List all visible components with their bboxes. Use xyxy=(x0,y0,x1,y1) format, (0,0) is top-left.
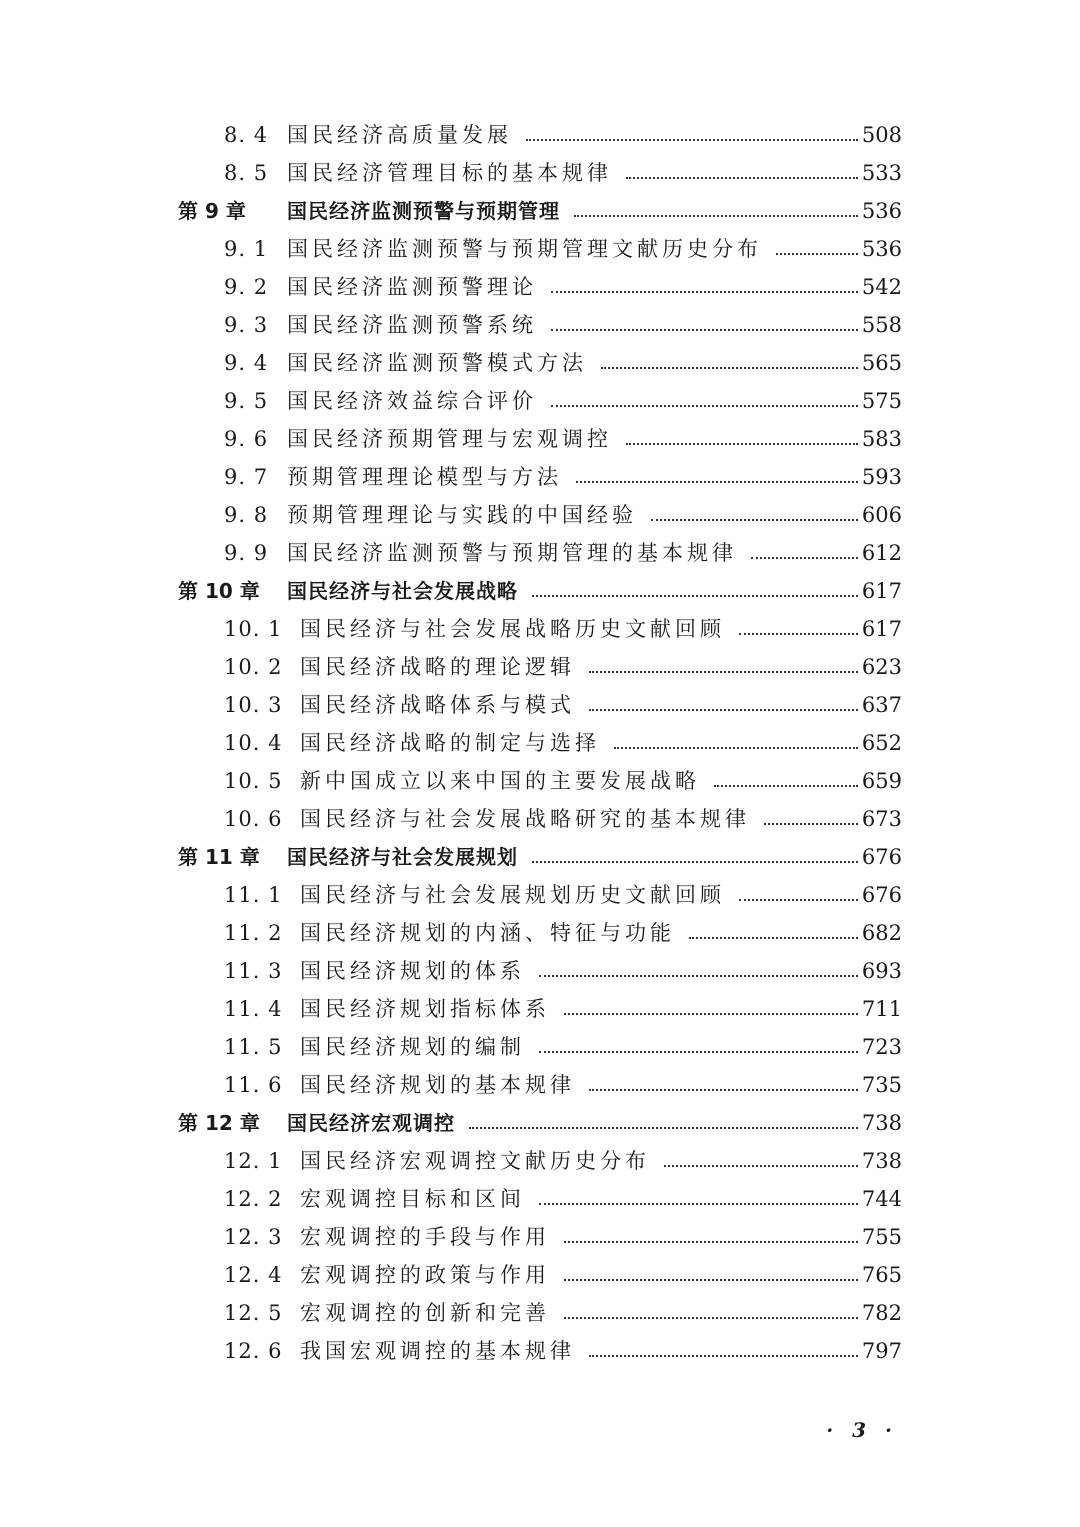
toc-section-row xyxy=(0,990,1080,1028)
page-ref: 533 xyxy=(861,161,902,185)
dot-leader xyxy=(589,671,858,673)
section-title: 新中国成立以来中国的主要发展战略 xyxy=(300,769,700,793)
toc-section-row xyxy=(0,724,1080,762)
toc-section-row xyxy=(0,1028,1080,1066)
section-number: 10. 2 xyxy=(224,655,283,679)
dot-leader xyxy=(626,443,858,445)
section-title: 国民经济监测预警理论 xyxy=(287,275,537,299)
section-title: 国民经济规划的基本规律 xyxy=(300,1073,575,1097)
dot-leader xyxy=(574,215,858,217)
page-ref: 659 xyxy=(861,769,902,793)
toc-section-row xyxy=(0,1180,1080,1218)
dot-leader xyxy=(564,1013,858,1015)
page-ref: 735 xyxy=(861,1073,902,1097)
page-ref: 536 xyxy=(861,237,902,261)
page-ref: 782 xyxy=(861,1301,902,1325)
dot-leader xyxy=(764,823,858,825)
dot-leader xyxy=(551,329,858,331)
section-title: 国民经济与社会发展战略历史文献回顾 xyxy=(300,617,725,641)
page-ref: 693 xyxy=(861,959,902,983)
dot-leader xyxy=(526,139,858,141)
page-ref: 565 xyxy=(861,351,902,375)
page-ref: 652 xyxy=(861,731,902,755)
section-title: 国民经济战略的制定与选择 xyxy=(300,731,600,755)
page-ref: 606 xyxy=(861,503,902,527)
page-ref: 583 xyxy=(861,427,902,451)
section-title: 国民经济高质量发展 xyxy=(287,123,512,147)
section-title: 国民经济与社会发展规划历史文献回顾 xyxy=(300,883,725,907)
toc-section-row xyxy=(0,230,1080,268)
toc-section-row xyxy=(0,800,1080,838)
dot-leader xyxy=(539,1203,858,1205)
section-number: 12. 4 xyxy=(224,1263,283,1287)
section-title: 预期管理理论与实践的中国经验 xyxy=(287,503,637,527)
toc-section-row xyxy=(0,344,1080,382)
page-ref: 711 xyxy=(861,997,902,1021)
page-ref: 617 xyxy=(861,579,902,603)
chapter-number: 第 9 章 xyxy=(178,199,246,223)
section-title: 国民经济监测预警与预期管理文献历史分布 xyxy=(287,237,762,261)
section-number: 9. 8 xyxy=(224,503,269,527)
section-number: 11. 5 xyxy=(224,1035,283,1059)
page-ref: 612 xyxy=(861,541,902,565)
dot-leader xyxy=(751,557,858,559)
toc-section-row xyxy=(0,686,1080,724)
section-number: 11. 1 xyxy=(224,883,283,907)
section-number: 11. 4 xyxy=(224,997,283,1021)
toc-section-row xyxy=(0,610,1080,648)
chapter-title: 国民经济宏观调控 xyxy=(287,1111,455,1135)
section-title: 我国宏观调控的基本规律 xyxy=(300,1339,575,1363)
section-number: 10. 3 xyxy=(224,693,283,717)
dot-leader xyxy=(532,861,858,863)
page-ref: 558 xyxy=(861,313,902,337)
page-ref: 508 xyxy=(861,123,902,147)
toc-section-row xyxy=(0,1256,1080,1294)
section-number: 9. 7 xyxy=(224,465,269,489)
toc-chapter-row xyxy=(0,192,1080,230)
toc-section-row xyxy=(0,648,1080,686)
page-ref: 536 xyxy=(861,199,902,223)
page-ref: 542 xyxy=(861,275,902,299)
section-number: 12. 2 xyxy=(224,1187,283,1211)
chapter-title: 国民经济与社会发展战略 xyxy=(287,579,518,603)
section-title: 国民经济规划的内涵、特征与功能 xyxy=(300,921,675,945)
dot-leader xyxy=(651,519,858,521)
dot-leader xyxy=(739,633,858,635)
page-ref: 744 xyxy=(861,1187,902,1211)
page-ref: 593 xyxy=(861,465,902,489)
page-ref: 797 xyxy=(861,1339,902,1363)
section-number: 9. 9 xyxy=(224,541,269,565)
chapter-title: 国民经济与社会发展规划 xyxy=(287,845,518,869)
toc-chapter-row xyxy=(0,572,1080,610)
toc-section-row xyxy=(0,1066,1080,1104)
section-number: 9. 2 xyxy=(224,275,269,299)
dot-leader xyxy=(551,405,858,407)
toc-section-row xyxy=(0,458,1080,496)
section-number: 9. 1 xyxy=(224,237,269,261)
dot-leader xyxy=(614,747,858,749)
section-title: 国民经济管理目标的基本规律 xyxy=(287,161,612,185)
dot-leader xyxy=(589,1355,858,1357)
page-ref: 676 xyxy=(861,883,902,907)
section-title: 宏观调控的创新和完善 xyxy=(300,1301,550,1325)
section-title: 国民经济战略体系与模式 xyxy=(300,693,575,717)
dot-leader xyxy=(664,1165,858,1167)
section-number: 9. 6 xyxy=(224,427,269,451)
dot-leader xyxy=(564,1279,858,1281)
dot-leader xyxy=(564,1317,858,1319)
table-of-contents xyxy=(0,116,1080,1370)
section-title: 国民经济预期管理与宏观调控 xyxy=(287,427,612,451)
section-title: 国民经济宏观调控文献历史分布 xyxy=(300,1149,650,1173)
section-title: 国民经济监测预警与预期管理的基本规律 xyxy=(287,541,737,565)
section-number: 8. 5 xyxy=(224,161,269,185)
chapter-number: 第 11 章 xyxy=(178,845,260,869)
page-ref: 673 xyxy=(861,807,902,831)
dot-leader xyxy=(539,1051,858,1053)
dot-leader xyxy=(576,481,858,483)
section-number: 9. 4 xyxy=(224,351,269,375)
page-ref: 617 xyxy=(861,617,902,641)
toc-chapter-row xyxy=(0,1104,1080,1142)
toc-section-row xyxy=(0,420,1080,458)
section-number: 10. 6 xyxy=(224,807,283,831)
section-title: 宏观调控的政策与作用 xyxy=(300,1263,550,1287)
dot-leader xyxy=(589,709,858,711)
section-title: 国民经济与社会发展战略研究的基本规律 xyxy=(300,807,750,831)
section-number: 10. 4 xyxy=(224,731,283,755)
page-ref: 676 xyxy=(861,845,902,869)
chapter-title: 国民经济监测预警与预期管理 xyxy=(287,199,560,223)
dot-leader xyxy=(739,899,858,901)
toc-section-row xyxy=(0,1142,1080,1180)
section-number: 8. 4 xyxy=(224,123,269,147)
section-title: 国民经济规划的编制 xyxy=(300,1035,525,1059)
page-ref: 755 xyxy=(861,1225,902,1249)
toc-section-row xyxy=(0,876,1080,914)
toc-section-row xyxy=(0,306,1080,344)
section-title: 国民经济监测预警模式方法 xyxy=(287,351,587,375)
page-ref: 637 xyxy=(861,693,902,717)
dot-leader xyxy=(689,937,858,939)
page-ref: 738 xyxy=(861,1111,902,1135)
section-number: 12. 5 xyxy=(224,1301,283,1325)
section-title: 国民经济规划的体系 xyxy=(300,959,525,983)
section-title: 国民经济监测预警系统 xyxy=(287,313,537,337)
section-number: 11. 2 xyxy=(224,921,283,945)
dot-leader xyxy=(589,1089,858,1091)
section-number: 11. 3 xyxy=(224,959,283,983)
dot-leader xyxy=(626,177,858,179)
toc-section-row xyxy=(0,1218,1080,1256)
section-title: 预期管理理论模型与方法 xyxy=(287,465,562,489)
page-number: · 3 · xyxy=(826,1418,898,1442)
dot-leader xyxy=(601,367,858,369)
dot-leader xyxy=(714,785,858,787)
dot-leader xyxy=(551,291,858,293)
section-number: 11. 6 xyxy=(224,1073,283,1097)
section-number: 12. 6 xyxy=(224,1339,283,1363)
section-title: 国民经济效益综合评价 xyxy=(287,389,537,413)
toc-section-row xyxy=(0,268,1080,306)
toc-section-row xyxy=(0,1332,1080,1370)
chapter-number: 第 12 章 xyxy=(178,1111,260,1135)
dot-leader xyxy=(539,975,858,977)
toc-section-row xyxy=(0,914,1080,952)
page-ref: 575 xyxy=(861,389,902,413)
dot-leader xyxy=(469,1127,858,1129)
toc-section-row xyxy=(0,154,1080,192)
page-ref: 738 xyxy=(861,1149,902,1173)
toc-section-row xyxy=(0,952,1080,990)
page-ref: 765 xyxy=(861,1263,902,1287)
toc-section-row xyxy=(0,1294,1080,1332)
page-ref: 682 xyxy=(861,921,902,945)
section-title: 国民经济规划指标体系 xyxy=(300,997,550,1021)
toc-section-row xyxy=(0,116,1080,154)
dot-leader xyxy=(776,253,858,255)
section-number: 10. 5 xyxy=(224,769,283,793)
section-number: 12. 1 xyxy=(224,1149,283,1173)
section-title: 宏观调控的手段与作用 xyxy=(300,1225,550,1249)
toc-chapter-row xyxy=(0,838,1080,876)
toc-section-row xyxy=(0,382,1080,420)
toc-section-row xyxy=(0,534,1080,572)
page-ref: 723 xyxy=(861,1035,902,1059)
toc-section-row xyxy=(0,762,1080,800)
toc-section-row xyxy=(0,496,1080,534)
section-number: 9. 5 xyxy=(224,389,269,413)
dot-leader xyxy=(564,1241,858,1243)
section-number: 9. 3 xyxy=(224,313,269,337)
dot-leader xyxy=(532,595,858,597)
page-ref: 623 xyxy=(861,655,902,679)
section-number: 10. 1 xyxy=(224,617,283,641)
chapter-number: 第 10 章 xyxy=(178,579,260,603)
section-title: 宏观调控目标和区间 xyxy=(300,1187,525,1211)
section-number: 12. 3 xyxy=(224,1225,283,1249)
section-title: 国民经济战略的理论逻辑 xyxy=(300,655,575,679)
